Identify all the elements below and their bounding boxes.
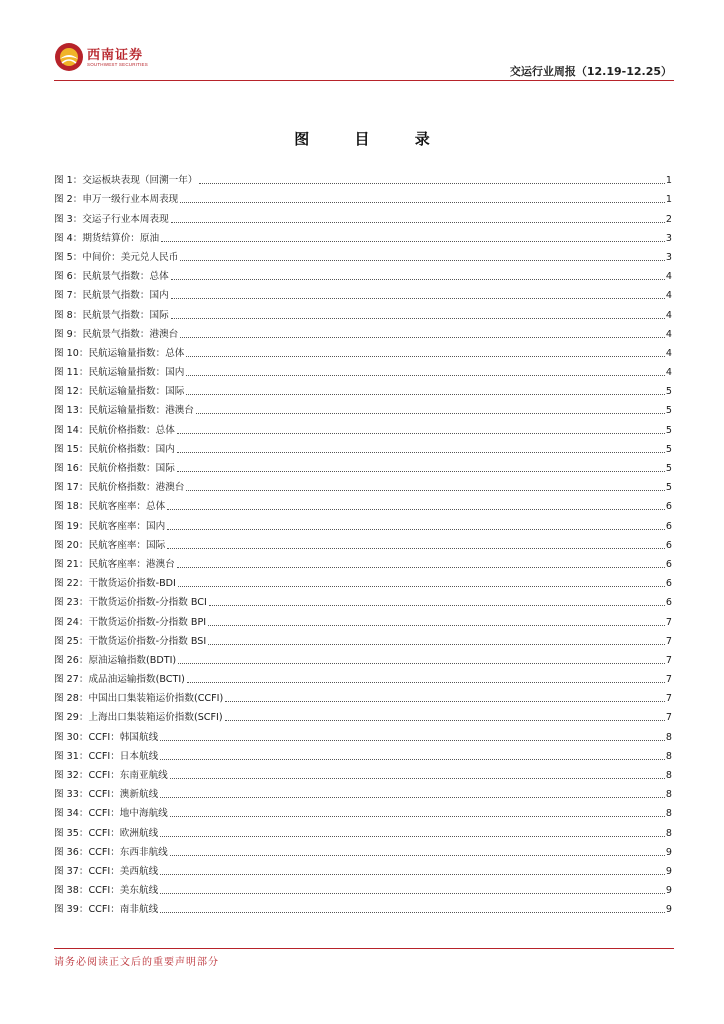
toc-entry-label: 图 4：期货结算价：原油 [54,232,160,244]
toc-entry-label: 图 20：民航客座率：国际 [54,539,166,551]
toc-entry-page: 7 [665,712,672,724]
toc-dot-leader [178,663,665,664]
toc-entry-label: 图 33：CCFI：澳新航线 [54,789,159,801]
toc-entry[interactable] [54,187,672,206]
toc-entry-label: 图 32：CCFI：东南亚航线 [54,770,168,781]
toc-dot-leader [170,855,665,856]
toc-entry[interactable] [54,840,672,859]
toc-dot-leader [171,222,665,223]
toc-entry-page: 7 [665,674,672,686]
toc-entry-page: 6 [665,501,672,513]
toc-entry-label: 图 26：原油运输指数(BDTI) [54,654,177,666]
toc-entry-label: 图 7：民航景气指数：国内 [54,290,169,302]
toc-entry[interactable] [54,609,672,628]
toc-entry-page: 2 [665,213,672,225]
toc-dot-leader [160,836,665,837]
toc-dot-leader [180,337,665,338]
toc-entry[interactable] [54,379,672,398]
toc-entry-label: 图 14：民航价格指数：总体 [54,424,175,436]
toc-entry-page: 6 [665,597,672,609]
footer-divider [54,948,674,949]
toc-entry[interactable] [54,398,672,417]
toc-entry-page: 5 [665,443,672,455]
toc-entry-label: 图 19：民航客座率：国内 [54,520,166,532]
toc-dot-leader [167,529,665,530]
toc-entry[interactable] [54,168,672,187]
toc-entry[interactable] [54,513,672,532]
toc-entry-label: 图 6：民航景气指数：总体 [54,271,169,283]
toc-entry[interactable] [54,456,672,475]
toc-entry-page: 9 [665,846,672,858]
toc-entry-page: 5 [665,424,672,436]
toc-entry-label: 图 13：民航运输量指数：港澳台 [54,405,194,417]
toc-dot-leader [196,413,665,414]
toc-dot-leader [187,682,665,683]
toc-dot-leader [161,241,665,242]
toc-entry-label: 图 5：中间价：美元兑人民币 [54,251,179,263]
toc-entry-label: 图 17：民航价格指数：港澳台 [54,482,185,494]
toc-entry-page: 1 [665,194,672,206]
toc-dot-leader [171,318,665,319]
toc-entry[interactable] [54,782,672,801]
toc-entry-label: 图 34：CCFI：地中海航线 [54,808,168,820]
toc-dot-leader [186,356,665,357]
toc-entry[interactable] [54,245,672,264]
toc-entry-page: 6 [665,520,672,532]
toc-dot-leader [208,625,665,626]
toc-entry[interactable] [54,360,672,379]
toc-entry[interactable] [54,801,672,820]
toc-entry-label: 图 30：CCFI：韩国航线 [54,731,159,743]
toc-dot-leader [177,471,665,472]
toc-entry-label: 图 24：干散货运价指数-分指数 BPI [54,616,207,628]
toc-entry-label: 图 35：CCFI：欧洲航线 [54,827,159,839]
toc-dot-leader [160,797,665,798]
toc-entry-page: 8 [665,808,672,820]
toc-dot-leader [170,778,665,779]
toc-entry[interactable] [54,897,672,916]
toc-dot-leader [180,202,665,203]
toc-entry[interactable] [54,437,672,456]
toc-entry-label: 图 15：民航价格指数：国内 [54,443,175,455]
toc-entry[interactable] [54,322,672,341]
toc-dot-leader [186,394,665,395]
toc-entry[interactable] [54,667,672,686]
toc-entry-label: 图 18：民航客座率：总体 [54,501,166,513]
header-divider [54,80,674,81]
toc-entry-page: 7 [665,616,672,628]
toc-entry[interactable] [54,206,672,225]
toc-entry-page: 6 [665,539,672,551]
toc-entry-page: 5 [665,405,672,417]
toc-dot-leader [177,433,665,434]
logo-english-name: SOUTHWEST SECURITIES [87,62,148,67]
toc-dot-leader [171,279,665,280]
toc-entry[interactable] [54,686,672,705]
toc-entry-page: 8 [665,750,672,762]
toc-entry-label: 图 9：民航景气指数：港澳台 [54,328,179,340]
toc-entry-page: 8 [665,789,672,801]
toc-entry-page: 1 [665,175,672,187]
toc-entry-page: 9 [665,885,672,897]
toc-dot-leader [177,452,665,453]
toc-entry-label: 图 36：CCFI：东西非航线 [54,846,168,858]
toc-entry[interactable] [54,590,672,609]
toc-dot-leader [186,490,665,491]
toc-dot-leader [160,874,665,875]
toc-entry-label: 图 27：成品油运输指数(BCTI) [54,674,185,686]
toc-entry-label: 图 31：CCFI：日本航线 [54,750,159,762]
toc-entry-page: 7 [665,654,672,666]
toc-entry[interactable] [54,763,672,782]
toc-dot-leader [167,548,665,549]
toc-entry-page: 5 [665,482,672,494]
toc-entry-page: 5 [665,463,672,474]
toc-entry-label: 图 12：民航运输量指数：国际 [54,386,185,398]
toc-entry[interactable] [54,552,672,571]
toc-entry-label: 图 29：上海出口集装箱运价指数(SCFI) [54,712,223,724]
toc-entry-page: 8 [665,827,672,839]
toc-entry-page: 3 [665,251,672,263]
toc-dot-leader [180,260,665,261]
toc-dot-leader [186,375,665,376]
toc-entry-page: 6 [665,558,672,570]
toc-entry-page: 4 [665,290,672,302]
toc-dot-leader [178,586,665,587]
toc-entry[interactable] [54,475,672,494]
report-title: 交运行业周报（12.19-12.25） [509,65,672,78]
toc-entry-page: 4 [665,271,672,283]
toc-entry[interactable] [54,878,672,897]
toc-dot-leader [177,567,665,568]
toc-entry[interactable] [54,744,672,763]
toc-entry[interactable] [54,724,672,743]
toc-dot-leader [167,509,665,510]
toc-entry-page: 3 [665,232,672,244]
toc-entry[interactable] [54,264,672,283]
toc-entry-label: 图 3：交运子行业本周表现 [54,213,169,225]
toc-dot-leader [160,740,665,741]
toc-dot-leader [208,644,665,645]
toc-entry-page: 9 [665,865,672,877]
toc-entry-label: 图 37：CCFI：美西航线 [54,865,159,877]
brand-logo [54,40,164,76]
toc-dot-leader [199,183,664,184]
toc-entry[interactable] [54,859,672,878]
toc-entry-label: 图 38：CCFI：美东航线 [54,885,159,897]
page-title: 图 目 录 [294,130,450,148]
toc-entry[interactable] [54,302,672,321]
toc-entry-page: 7 [665,693,672,705]
toc-entry-label: 图 22：干散货运价指数-BDI [54,578,176,590]
toc-entry-label: 图 10：民航运输量指数：总体 [54,347,185,359]
toc-entry-label: 图 21：民航客座率：港澳台 [54,558,175,570]
toc-entry[interactable] [54,341,672,360]
toc-entry[interactable] [54,283,672,302]
toc-entry-page: 4 [665,347,672,359]
toc-dot-leader [160,912,665,913]
toc-dot-leader [225,720,665,721]
logo-chinese-name: 西南证券 [87,48,144,63]
toc-dot-leader [209,605,665,606]
toc-dot-leader [225,701,665,702]
toc-entry-label: 图 16：民航价格指数：国际 [54,463,175,474]
toc-entry-label: 图 11：民航运输量指数：国内 [54,367,185,379]
toc-entry[interactable] [54,705,672,724]
toc-entry-label: 图 2：申万一级行业本周表现 [54,194,179,206]
toc-entry[interactable] [54,820,672,839]
toc-entry-page: 9 [665,904,672,916]
toc-dot-leader [160,893,665,894]
toc-entry-page: 4 [665,367,672,379]
toc-entry-label: 图 23：干散货运价指数-分指数 BCI [54,597,207,609]
toc-dot-leader [160,759,665,760]
toc-entry[interactable] [54,648,672,667]
toc-entry-page: 8 [665,731,672,743]
toc-entry-label: 图 39：CCFI：南非航线 [54,904,159,916]
toc-entry[interactable] [54,417,672,436]
toc-entry-page: 7 [665,635,672,647]
toc-entry[interactable] [54,494,672,513]
toc-dot-leader [170,816,665,817]
toc-entry-page: 4 [665,328,672,340]
page-header [54,40,674,82]
toc-entry-label: 图 8：民航景气指数：国际 [54,309,169,321]
toc-entry-label: 图 1：交运板块表现（回溯一年） [54,175,198,187]
toc-entry[interactable] [54,226,672,245]
figure-toc-list [54,168,672,916]
toc-entry-page: 6 [665,578,672,590]
footer-disclaimer: 请务必阅读正文后的重要声明部分 [54,957,219,968]
toc-entry-page: 4 [665,309,672,321]
toc-entry-page: 5 [665,386,672,398]
brand-logo-icon [54,42,84,72]
toc-entry-label: 图 25：干散货运价指数-分指数 BSI [54,635,207,647]
toc-entry[interactable] [54,629,672,648]
toc-entry[interactable] [54,533,672,552]
toc-dot-leader [171,298,665,299]
toc-entry[interactable] [54,571,672,590]
toc-entry-page: 8 [665,770,672,781]
toc-entry-label: 图 28：中国出口集装箱运价指数(CCFI) [54,693,224,705]
